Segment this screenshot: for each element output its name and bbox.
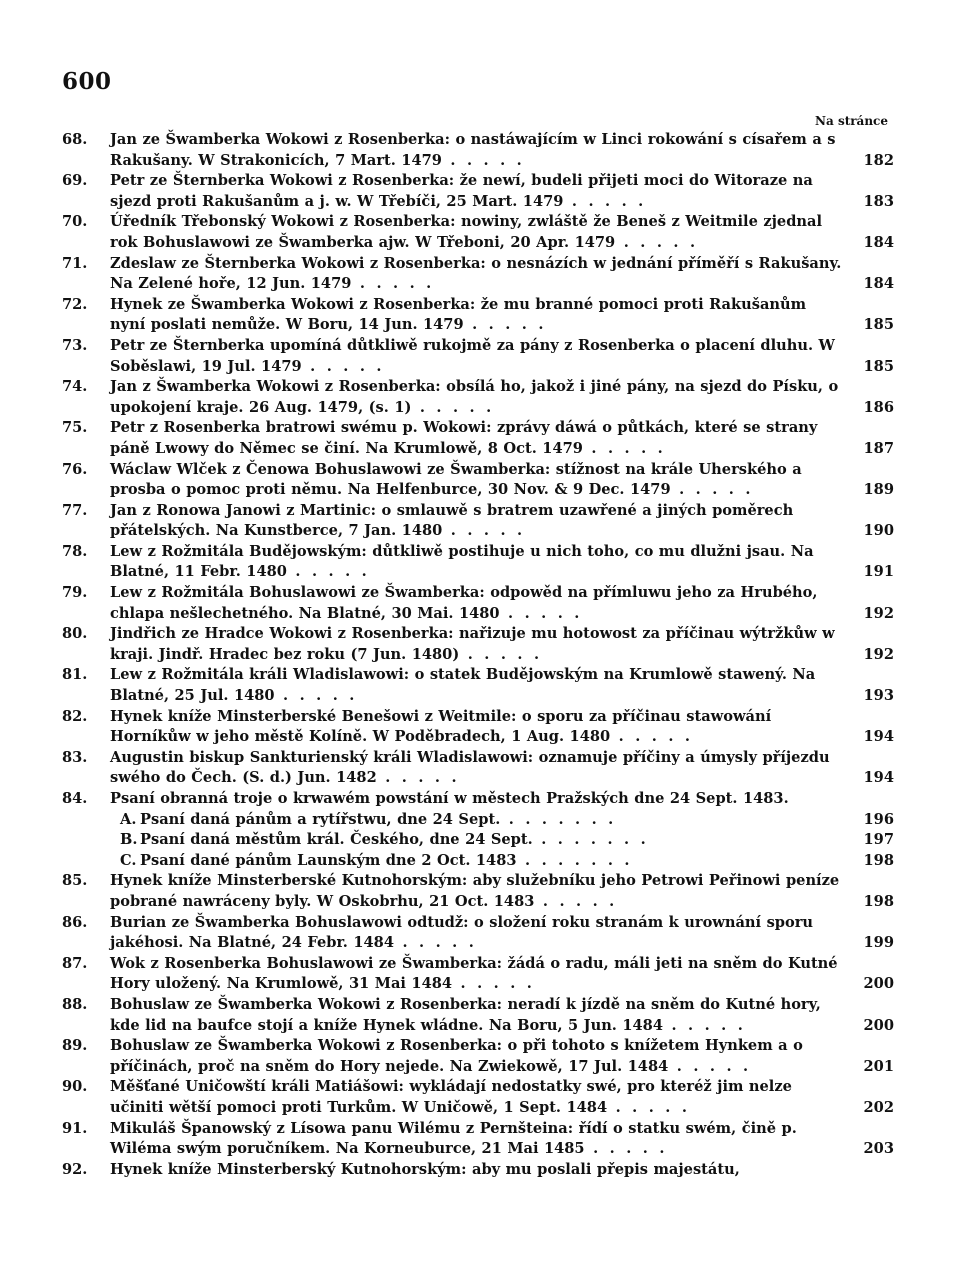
entry-number: 77. xyxy=(62,501,88,519)
entry-page: 184 xyxy=(863,275,894,293)
toc-entry xyxy=(62,336,894,377)
leader-dots: . . . . . xyxy=(452,975,535,993)
entry-page: 187 xyxy=(863,439,894,457)
entry-page: 190 xyxy=(863,522,894,540)
toc-entry xyxy=(62,913,894,954)
entry-page: 184 xyxy=(863,233,894,251)
subentry-page: 198 xyxy=(863,851,894,869)
toc-entry xyxy=(62,665,894,706)
entry-number: 85. xyxy=(62,872,88,890)
toc-entry xyxy=(62,171,894,212)
entry-page: 202 xyxy=(863,1098,894,1116)
entry-page: 186 xyxy=(863,398,894,416)
entry-number: 79. xyxy=(62,584,88,602)
subentry-letter: C. xyxy=(120,851,137,869)
leader-dots: . . . . . xyxy=(463,316,547,334)
entry-text: Bohuslaw ze Šwamberka Wokowi z Rosenberka: neradí k jízdě na sněm do Kutné hory, kde lid na baufce stojí a kníže Hynek wládne. Na Boru, 5 Jun. 1484 xyxy=(110,995,821,1034)
entry-page: 199 xyxy=(863,934,894,952)
entry-page: 200 xyxy=(863,975,894,993)
entry-number: 80. xyxy=(62,625,88,643)
toc-entry xyxy=(62,254,894,295)
entry-text: Bohuslaw ze Šwamberka Wokowi z Rosenberka: o při tohoto s knížetem Hynkem a o příčinách, proč na sněm do Hory nejede. Na Zwiekowě, 17 Jul. 1484 xyxy=(110,1037,803,1075)
entry-text: Wok z Rosenberka Bohuslawowi ze Šwamberka: žádá o radu, máli jeti na sněm do Kutné Hory uložený. Na Krumlowě, 31 Mai 1484 xyxy=(110,954,838,993)
entry-number: 75. xyxy=(62,419,88,437)
entry-text: Úředník Třebonský Wokowi z Rosenberka: nowiny, zwláště že Beneš z Weitmile zjednal rok Bohuslawowi ze Šwamberka ajw. W Třeboni, 20 Apr. 1479 xyxy=(110,213,823,251)
leader-dots: . . . . . xyxy=(670,481,754,499)
leader-dots: . . . . . . . xyxy=(500,810,617,828)
toc-entry xyxy=(62,130,894,171)
entry-number: 72. xyxy=(62,295,88,313)
leader-dots: . . . . . xyxy=(582,439,666,457)
toc-entry xyxy=(62,954,894,995)
entry-page: 203 xyxy=(863,1140,894,1158)
leader-dots: . . . . . xyxy=(499,604,583,622)
entry-number: 74. xyxy=(62,378,88,396)
entry-number: 87. xyxy=(62,954,88,972)
leader-dots: . . . . . xyxy=(301,357,385,375)
toc-entry xyxy=(62,460,894,501)
entry-number: 90. xyxy=(62,1078,88,1096)
entry-text: Jan z Šwamberka Wokowi z Rosenberka: obsílá ho, jakož i jiné pány, na sjezd do Písku, o upokojení kraje. 26 Aug. 1479, (s. 1) xyxy=(110,378,839,416)
entry-page: 185 xyxy=(863,357,894,375)
entry-text: Jindřich ze Hradce Wokowi z Rosenberka: nařizuje mu hotowost za příčinau wýtržkůw w kraji. Jindř. Hradec bez roku (7 Jun. 1480) xyxy=(110,625,835,663)
entry-number: 70. xyxy=(62,213,88,231)
table-of-contents xyxy=(62,130,894,1180)
toc-entry xyxy=(62,501,894,542)
entry-text: Lew z Rožmitála Bohuslawowi ze Šwamberka: odpowěd na přímluwu jeho za Hrubého, chlapa nešlechetného. Na Blatné, 30 Mai. 1480 xyxy=(110,584,818,622)
entry-text: Augustin biskup Sankturienský králi Wladislawowi: oznamuje příčiny a úmysly příjezdu swého do Čech. (S. d.) Jun. 1482 xyxy=(110,748,830,787)
toc-entry xyxy=(62,871,894,912)
entry-page: 191 xyxy=(863,563,894,581)
entry-text: Zdeslaw ze Šternberka Wokowi z Rosenberka: o nesnázích w jednání příměří s Rakušany. Na Zelené hoře, 12 Jun. 1479 xyxy=(110,254,842,293)
subentry-text: Psaní dané pánům Launským dne 2 Oct. 1483 xyxy=(140,851,517,869)
entry-text: Petr ze Šternberka upomíná důtkliwě rukojmě za pány z Rosenberka o placení dluhu. W Soběslawi, 19 Jul. 1479 xyxy=(110,336,835,375)
subentry-letter: A. xyxy=(120,810,137,828)
entry-page: 194 xyxy=(863,728,894,746)
page-number: 600 xyxy=(62,68,112,95)
entry-number: 68. xyxy=(62,131,88,148)
entry-text: Petr z Rosenberka bratrowi swému p. Wokowi: zprávy dáwá o půtkách, které se strany páně Lwowy do Němec se činí. Na Krumlowě, 8 Oct. 1479 xyxy=(110,419,818,457)
leader-dots: . . . . . xyxy=(610,728,693,746)
leader-dots: . . . . . xyxy=(534,892,618,910)
entry-page: 192 xyxy=(863,645,894,663)
leader-dots: . . . . . xyxy=(615,233,699,251)
entry-page: 192 xyxy=(863,604,894,622)
toc-entry xyxy=(62,377,894,418)
entry-text: Lew z Rožmitála králi Wladislawowi: o statek Budějowským na Krumlowě stawený. Na Blatné, 25 Jul. 1480 xyxy=(110,666,816,705)
entry-number: 82. xyxy=(62,707,88,725)
entry-page: 198 xyxy=(863,892,894,910)
entry-number: 81. xyxy=(62,666,88,684)
leader-dots: . . . . . xyxy=(411,398,495,416)
toc-subentry xyxy=(62,810,894,831)
leader-dots: . . . . . xyxy=(607,1098,690,1116)
entry-text: Měšťané Uničowští králi Matiášowi: wykládají nedostatky swé, pro kteréž jim nelze učiniti wětší pomoci proti Turkům. W Uničowě, 1 Sept. 1484 xyxy=(110,1078,792,1116)
toc-entry xyxy=(62,1036,894,1077)
entry-page: 194 xyxy=(863,769,894,787)
toc-entry xyxy=(62,995,894,1036)
entry-page: 201 xyxy=(863,1057,894,1075)
column-header: Na stránce xyxy=(815,114,888,128)
subentry-page: 196 xyxy=(863,810,894,828)
entry-page: 182 xyxy=(863,151,894,169)
entry-page: 193 xyxy=(863,687,894,705)
toc-entry xyxy=(62,418,894,459)
entry-text: Jan ze Šwamberka Wokowi z Rosenberka: o nastáwajícím w Linci rokowání s císařem a s Rakušany. W Strakonicích, 7 Mart. 1479 xyxy=(110,131,836,169)
toc-subentry xyxy=(62,830,894,851)
entry-number: 71. xyxy=(62,254,88,272)
leader-dots: . . . . . xyxy=(584,1140,668,1158)
entry-number: 91. xyxy=(62,1119,88,1137)
subentry-text: Psaní daná pánům a rytířstwu, dne 24 Sept. xyxy=(140,810,501,828)
toc-entry xyxy=(62,789,894,810)
toc-entry xyxy=(62,212,894,253)
entry-number: 78. xyxy=(62,542,88,560)
leader-dots: . . . . . xyxy=(563,192,647,210)
entry-page: 200 xyxy=(863,1016,894,1034)
toc-entry xyxy=(62,295,894,336)
leader-dots: . . . . . xyxy=(376,769,460,787)
leader-dots: . . . . . xyxy=(286,563,370,581)
toc-subentry xyxy=(62,851,894,872)
entry-number: 86. xyxy=(62,913,88,931)
leader-dots: . . . . . xyxy=(274,687,358,705)
toc-entry xyxy=(62,707,894,748)
leader-dots: . . . . . xyxy=(668,1057,752,1075)
toc-entry xyxy=(62,542,894,583)
leader-dots: . . . . . . . xyxy=(516,851,633,869)
entry-text: Burian ze Šwamberka Bohuslawowi odtudž: o složení roku stranám k urownání sporu jakéhosi. Na Blatné, 24 Febr. 1484 xyxy=(110,913,814,952)
entry-page: 185 xyxy=(863,316,894,334)
entry-text: Hynek kníže Minsterberské Kutnohorským: aby služebníku jeho Petrowi Peřinowi peníze pobrané nawráceny byly. W Oskobrhu, 21 Oct. 1483 xyxy=(110,872,840,910)
leader-dots: . . . . . xyxy=(351,275,435,293)
entry-text: Hynek kníže Minsterberský Kutnohorským: aby mu poslali přepis majestátu, xyxy=(110,1160,740,1178)
entry-number: 84. xyxy=(62,790,88,807)
entry-page: 183 xyxy=(863,192,894,210)
entry-text: Lew z Rožmitála Budějowským: důtkliwě postihuje u nich toho, co mu dlužni jsau. Na Blatné, 11 Febr. 1480 xyxy=(110,542,814,581)
leader-dots: . . . . . xyxy=(441,151,525,169)
toc-entry xyxy=(62,583,894,624)
leader-dots: . . . . . xyxy=(442,522,526,540)
toc-entry xyxy=(62,1119,894,1160)
entry-text: Mikuláš Španowský z Lísowa panu Wilému z Pernšteina: řídí o statku swém, čině p. Wiléma swým poručníkem. Na Korneuburce, 21 Mai 1485 xyxy=(110,1119,797,1158)
entry-number: 89. xyxy=(62,1037,88,1055)
leader-dots: . . . . . xyxy=(459,645,543,663)
toc-entry xyxy=(62,1160,894,1181)
leader-dots: . . . . . xyxy=(662,1016,746,1034)
subentry-page: 197 xyxy=(863,831,894,849)
entry-text: Petr ze Šternberka Wokowi z Rosenberka: že newí, budeli přijeti moci do Witoraze na sjezd proti Rakušanům a j. w. W Třebíči, 25 Mart. 1479 xyxy=(110,172,813,210)
toc-entry xyxy=(62,1077,894,1118)
subentry-letter: B. xyxy=(120,831,138,849)
entry-text: Psaní obranná troje o krwawém powstání w městech Pražských dne 24 Sept. 1483. xyxy=(110,790,789,807)
entry-number: 69. xyxy=(62,172,88,190)
entry-page: 189 xyxy=(863,481,894,499)
toc-entry xyxy=(62,624,894,665)
entry-number: 76. xyxy=(62,460,88,478)
entry-text: Wáclaw Wlček z Čenowa Bohuslawowi ze Šwamberka: stížnost na krále Uherského a prosba o pomoc proti němu. Na Helfenburce, 30 Nov. & 9 Dec. 1479 xyxy=(110,460,802,499)
entry-text: Jan z Ronowa Janowi z Martinic: o smlauwě s bratrem uzawřené a jiných poměrech přátelských. Na Kunstberce, 7 Jan. 1480 xyxy=(110,501,794,540)
entry-number: 88. xyxy=(62,995,88,1013)
entry-text: Hynek kníže Minsterberské Benešowi z Weitmile: o sporu za příčinau stawowání Horníkůw w jeho městě Kolíně. W Poděbradech, 1 Aug. 1480 xyxy=(110,707,772,746)
entry-number: 83. xyxy=(62,748,88,766)
subentry-text: Psaní daná městům král. Českého, dne 24 Sept. xyxy=(140,831,533,849)
toc-entry xyxy=(62,748,894,789)
entry-number: 92. xyxy=(62,1160,88,1178)
entry-number: 73. xyxy=(62,336,88,354)
leader-dots: . . . . . . . xyxy=(532,831,649,849)
leader-dots: . . . . . xyxy=(393,934,477,952)
entry-text: Hynek ze Šwamberka Wokowi z Rosenberka: že mu branné pomoci proti Rakušanům nyní poslati nemůže. W Boru, 14 Jun. 1479 xyxy=(110,295,807,334)
